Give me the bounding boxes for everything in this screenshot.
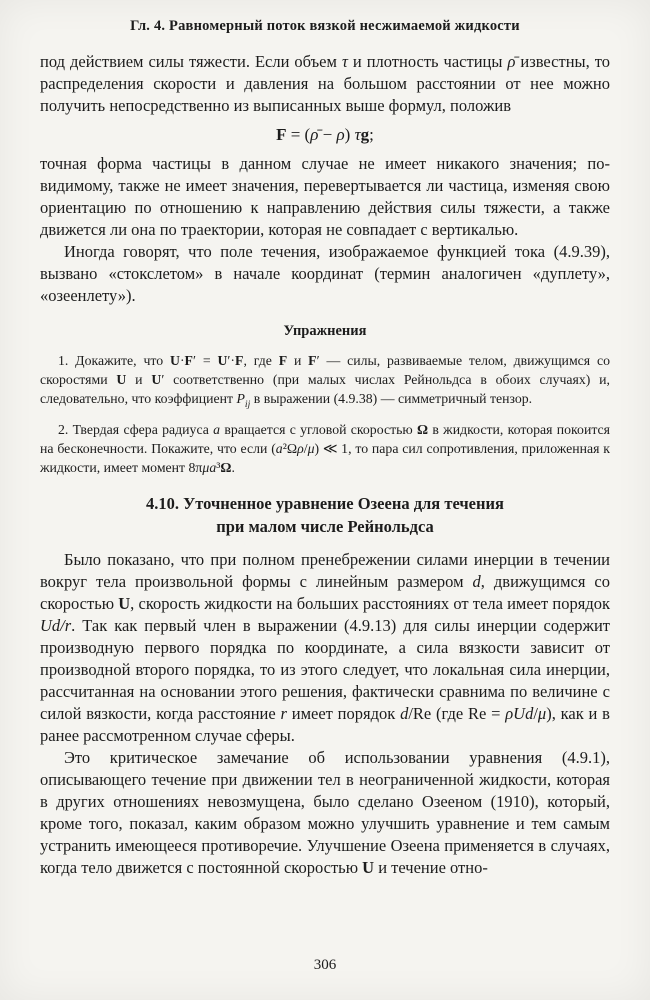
page-number: 306 xyxy=(313,957,337,973)
paragraph: Иногда говорят, что поле течения, изображаемое функцией тока (4.9.39), вызвано «стокслетом» в начале координат (термин аналогичен «дуплету», «озеенлету»). xyxy=(40,242,610,305)
formula-buoyancy-force: F = (ρ̄ − ρ) τg; xyxy=(276,125,374,144)
exercise-1: 1. Докажите, что U·F′ = U′·F, где F и F′ — силы, развиваемые телом, движущимся со скоростями U и U′ соответственно (при малых числах Рейнольдса в обоих случаях) и, следовательно, что коэффициент $P_{ij}$ в выражении (4.9.38) — симметричный тензор. xyxy=(40,353,610,410)
section-heading xyxy=(40,492,610,538)
paragraph-continuation: под действием силы тяжести. Если объем τ и плотность частицы ρ̄ известны, то распределения скорости и давления на большом расстоянии от нее можно получить непосредственно из выписанных выше формул, положив xyxy=(40,52,610,115)
exercises-heading: Упражнения xyxy=(283,323,367,339)
paragraph: Было показано, что при полном пренебрежении силами инерции в течении вокруг тела произвольной формы с линейным размером d, движущимся со скоростью U, скорость жидкости на больших расстояниях от тела имеет порядок Ud/r. Так как первый член в выражении (4.9.13) для силы инерции содержит производную первого порядка по координате, а сила вязкости зависит от производной второго порядка, то из этого следует, что локальная сила инерции, рассчитанная на основании этого решения, фактически сравнима по величине с силой вязкости, когда расстояние r имеет порядок d/Re (где Re = ρUd/μ), как и в ранее рассмотренном случае сферы. xyxy=(40,549,610,745)
exercise-2: 2. Твердая сфера радиуса a вращается с угловой скоростью Ω в жидкости, которая покоится на бесконечности. Покажите, что если (a²Ωρ/μ) ≪ 1, то пара сил сопротивления, приложенная к жидкости, имеет момент 8πμa³Ω. xyxy=(40,421,610,475)
body-text xyxy=(40,51,610,879)
running-head: Гл. 4. Равномерный поток вязкой несжимаемой жидкости xyxy=(130,18,520,34)
paragraph: точная форма частицы в данном случае не имеет никакого значения; по-видимому, также не имеет значения, перевертывается ли частица, изменяя свою ориентацию по отношению к направлению действия силы тяжести, а также движется ли она по траектории, которая не совпадает с вертикалью. xyxy=(40,154,610,239)
section-heading-line2: при малом числе Рейнольдса xyxy=(216,516,434,536)
section-heading-line1: 4.10. Уточненное уравнение Озеена для течения xyxy=(146,493,504,513)
paragraph: Это критическое замечание об использовании уравнения (4.9.1), описывающего течение при движении тел в неограниченной жидкости, которая в других отношениях невозмущена, было сделано Озееном (1910), который, кроме того, показал, каким образом можно улучшить уравнение и тем самым устранить имеющееся противоречие. Улучшение Озеена применяется в случаях, когда тело движется с постоянной скоростью U и течение отно- xyxy=(40,747,610,877)
